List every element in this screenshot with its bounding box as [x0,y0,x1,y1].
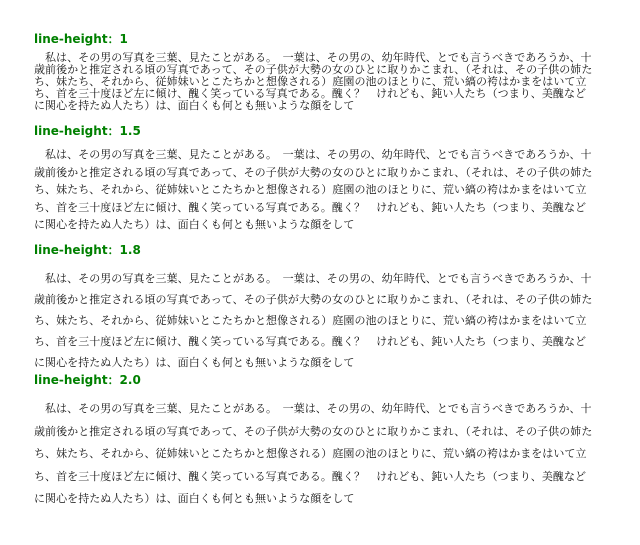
section-heading: line-height：2.0 [34,373,141,387]
section-heading: line-height：1.5 [34,124,141,138]
section-line-height-1-8 [34,243,594,373]
section-heading: line-height：1.8 [34,243,141,257]
section-line-height-1-5 [34,124,594,234]
sample-paragraph: 私は、その男の写真を三葉、見たことがある。 一葉は、その男の、幼年時代、とでも言うべきであろうか、十歳前後かと推定される頃の写真であって、その子供が大勢の女のひとに取りかこまれ、（それは、その子供の姉たち、妹たち、それから、従姉妹いとこたちかと想像される）庭園の池のほとりに、荒い縞の袴はかまをはいて立ち、首を三十度ほど左に傾け、醜く笑っている写真である。醜く？ けれども、鈍い人たち（つまり、美醜などに関心を持たぬ人たち）は、面白くも何とも無いような顔をして [34,51,593,112]
section-heading: line-height：1 [34,32,128,46]
sample-paragraph: 私は、その男の写真を三葉、見たことがある。 一葉は、その男の、幼年時代、とでも言うべきであろうか、十歳前後かと推定される頃の写真であって、その子供が大勢の女のひとに取りかこまれ、（それは、その子供の姉たち、妹たち、それから、従姉妹いとこたちかと想像される）庭園の池のほとりに、荒い縞の袴はかまをはいて立ち、首を三十度ほど左に傾け、醜く笑っている写真である。醜く？ けれども、鈍い人たち（つまり、美醜などに関心を持たぬ人たち）は、面白くも何とも無いような顔をして [34,272,593,369]
sample-paragraph: 私は、その男の写真を三葉、見たことがある。 一葉は、その男の、幼年時代、とでも言うべきであろうか、十歳前後かと推定される頃の写真であって、その子供が大勢の女のひとに取りかこまれ、（それは、その子供の姉たち、妹たち、それから、従姉妹いとこたちかと想像される）庭園の池のほとりに、荒い縞の袴はかまをはいて立ち、首を三十度ほど左に傾け、醜く笑っている写真である。醜く？ けれども、鈍い人たち（つまり、美醜などに関心を持たぬ人たち）は、面白くも何とも無いような顔をして [34,148,593,231]
section-line-height-2-0 [34,373,594,511]
sample-paragraph: 私は、その男の写真を三葉、見たことがある。 一葉は、その男の、幼年時代、とでも言うべきであろうか、十歳前後かと推定される頃の写真であって、その子供が大勢の女のひとに取りかこまれ、（それは、その子供の姉たち、妹たち、それから、従姉妹いとこたちかと想像される）庭園の池のほとりに、荒い縞の袴はかまをはいて立ち、首を三十度ほど左に傾け、醜く笑っている写真である。醜く？ けれども、鈍い人たち（つまり、美醜などに関心を持たぬ人たち）は、面白くも何とも無いような顔をして [34,402,593,505]
section-line-height-1 [34,32,594,112]
